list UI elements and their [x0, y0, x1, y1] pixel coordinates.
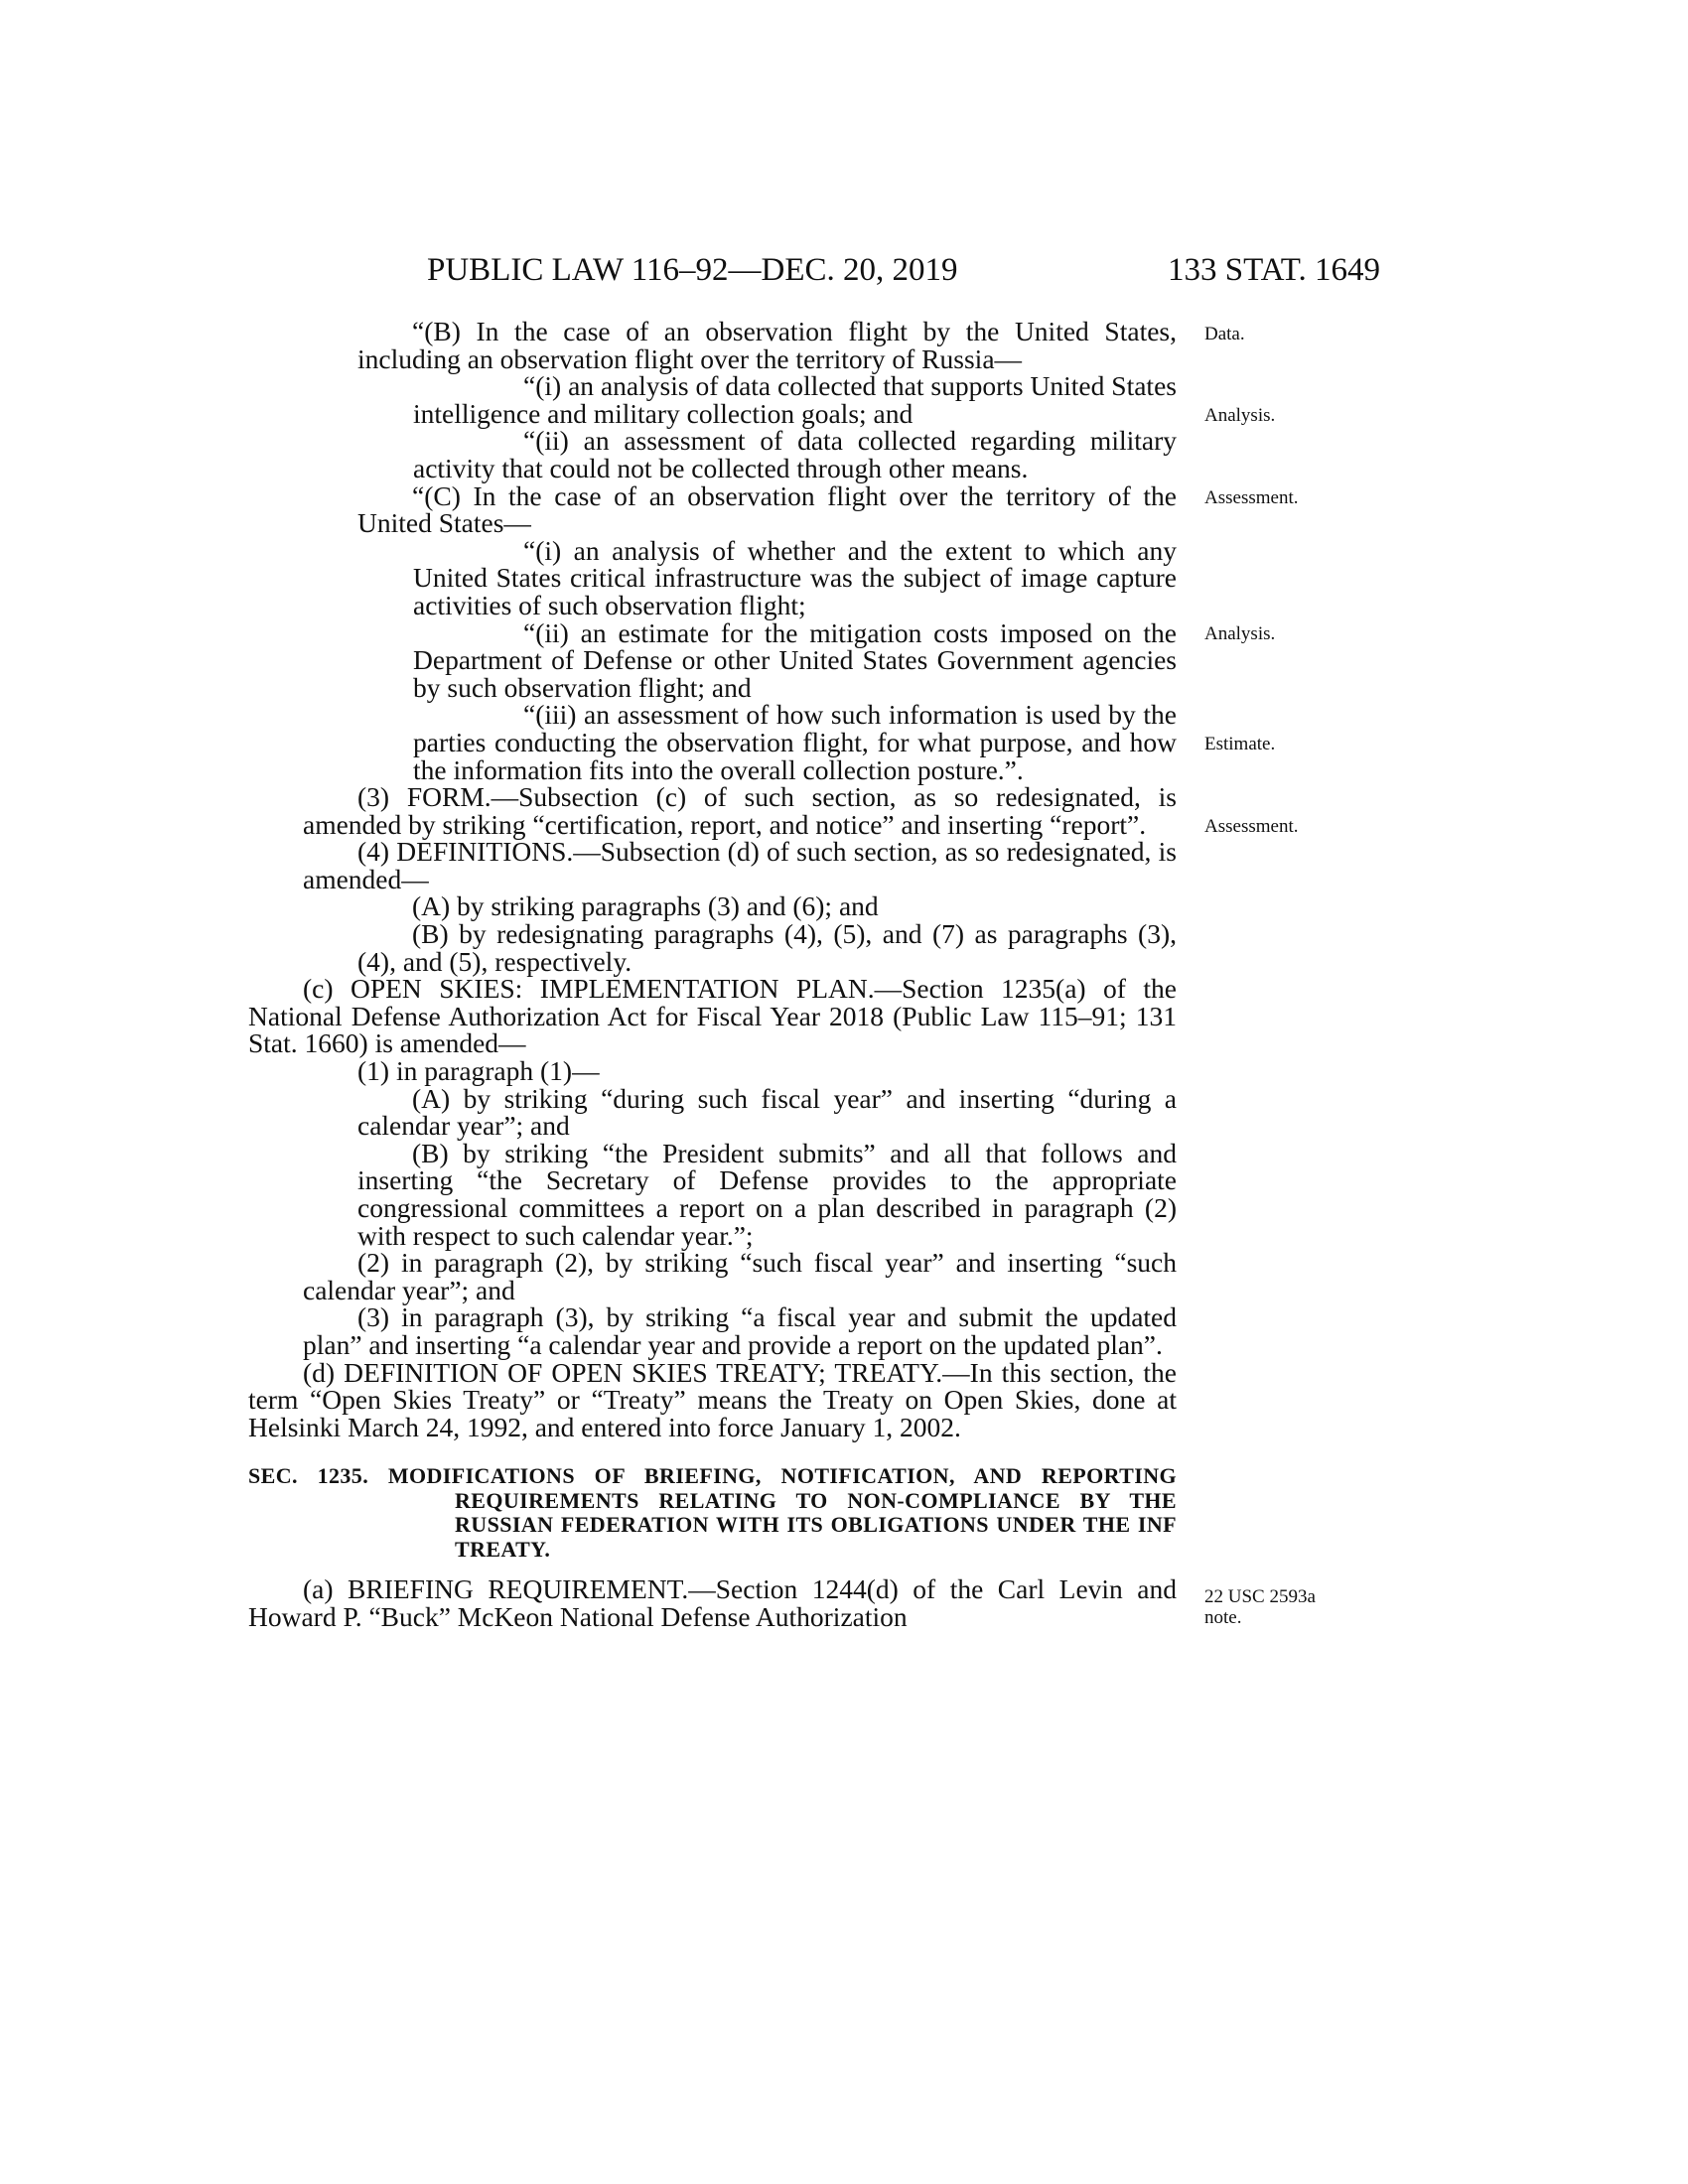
margin-note-estimate: Estimate. — [1204, 734, 1276, 754]
paragraph-4-b: (B) by redesignating paragraphs (4), (5), and (7) as paragraphs (3), (4), and (5), respectively. — [357, 918, 1177, 977]
subsection-a-briefing: (a) BRIEFING REQUIREMENT.—Section 1244(d) of the Carl Levin and Howard P. “Buck” McKeon National Defense Authorization — [248, 1573, 1177, 1632]
margin-note-assessment-2: Assessment. — [1204, 816, 1299, 837]
paragraph-c-i: “(i) an analysis of whether and the extent to which any United States critical infrastructure was the subject of image capture activities of such observation flight; — [413, 534, 1177, 620]
subsection-c-2: (2) in paragraph (2), by striking “such fiscal year” and inserting “such calendar year”; and — [303, 1247, 1177, 1305]
paragraph-b-i: “(i) an analysis of data collected that supports United States intelligence and military collection goals; and — [413, 370, 1177, 429]
subsection-c-3: (3) in paragraph (3), by striking “a fiscal year and submit the updated plan” and inserting “a calendar year and provide a report on the updated plan”. — [303, 1301, 1177, 1360]
subsection-c-1-b: (B) by striking “the President submits” and all that follows and inserting “the Secretary of Defense provides to the appropriate congressional committees a report on a plan described in paragraph (2) with respect to such calendar year.”; — [357, 1137, 1177, 1251]
paragraph-4-definitions: (4) DEFINITIONS.—Subsection (d) of such section, as so redesignated, is amended— — [303, 836, 1177, 894]
statute-page-number: 133 STAT. 1649 — [1167, 252, 1380, 288]
public-law-title: PUBLIC LAW 116–92—DEC. 20, 2019 — [427, 252, 958, 288]
subsection-d-definition: (d) DEFINITION OF OPEN SKIES TREATY; TREATY.—In this section, the term “Open Skies Treaty” or “Treaty” means the Treaty on Open Skies, done at Helsinki March 24, 1992, and entered into force January 1, 2002. — [248, 1356, 1177, 1442]
paragraph-b: “(B) In the case of an observation flight by the United States, including an observation flight over the territory of Russia— — [357, 316, 1177, 374]
section-1235-heading: SEC. 1235. MODIFICATIONS OF BRIEFING, NOTIFICATION, AND REPORTING REQUIREMENTS RELATING TO NON-COMPLIANCE BY THE RUSSIAN FEDERATION WITH ITS OBLIGATIONS UNDER THE INF TREATY. — [248, 1463, 1177, 1562]
subsection-c-1-a: (A) by striking “during such fiscal year” and inserting “during a calendar year”; and — [357, 1082, 1177, 1142]
margin-note-data: Data. — [1204, 324, 1245, 344]
statute-body — [248, 316, 1177, 1632]
paragraph-c-ii: “(ii) an estimate for the mitigation costs imposed on the Department of Defense or other United States Government agencies by such observation flight; and — [413, 616, 1177, 703]
margin-note-usc-citation: 22 USC 2593a note. — [1204, 1586, 1316, 1628]
paragraph-3-form: (3) FORM.—Subsection (c) of such section, as so redesignated, is amended by striking “certification, report, and notice” and inserting “report”. — [303, 781, 1177, 840]
subsection-c-open-skies-plan: (c) OPEN SKIES: IMPLEMENTATION PLAN.—Section 1235(a) of the National Defense Authorization Act for Fiscal Year 2018 (Public Law 115–91; 131 Stat. 1660) is amended— — [248, 973, 1177, 1059]
paragraph-4-a: (A) by striking paragraphs (3) and (6); and — [412, 890, 879, 922]
subsection-c-1: (1) in paragraph (1)— — [357, 1055, 600, 1087]
paragraph-c: “(C) In the case of an observation flight over the territory of the United States— — [357, 479, 1177, 539]
paragraph-c-iii: “(iii) an assessment of how such information is used by the parties conducting the observation flight, for what purpose, and how the information fits into the overall collection posture.”. — [413, 699, 1177, 785]
page-header — [427, 250, 1380, 290]
margin-note-assessment: Assessment. — [1204, 487, 1299, 508]
paragraph-b-ii: “(ii) an assessment of data collected regarding military activity that could not be collected through other means. — [413, 425, 1177, 483]
margin-note-analysis: Analysis. — [1204, 405, 1276, 426]
margin-note-analysis-2: Analysis. — [1204, 623, 1276, 644]
